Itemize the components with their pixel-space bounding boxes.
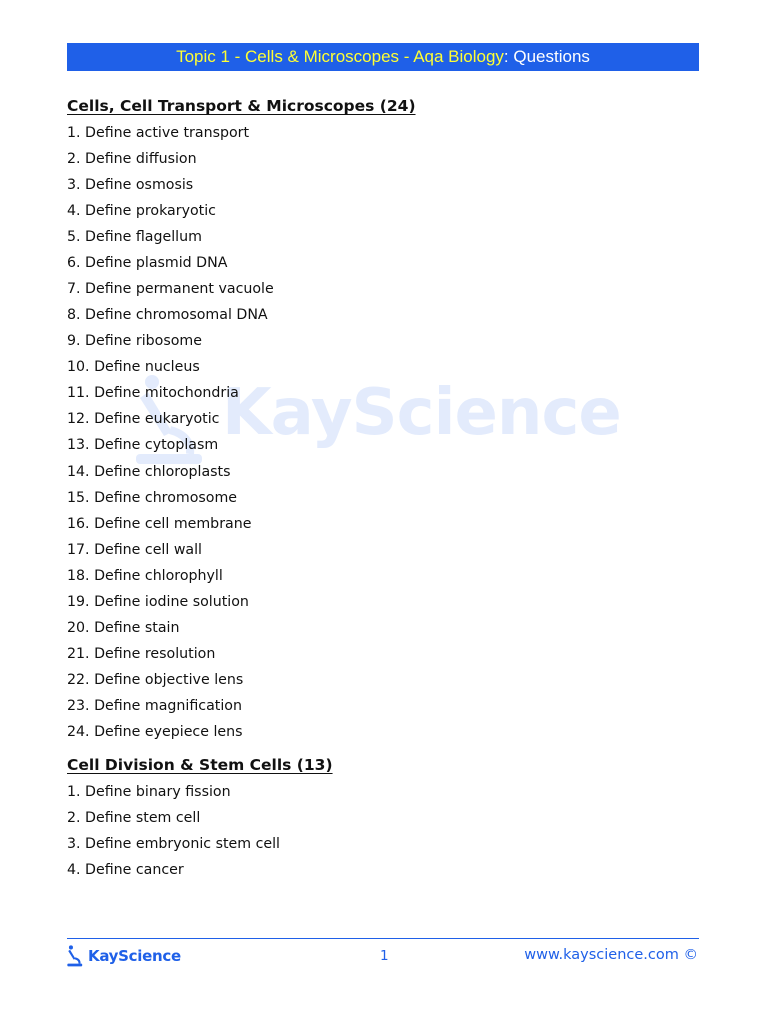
list-item: 24. Define eyepiece lens bbox=[67, 724, 243, 740]
list-item: 1. Define active transport bbox=[67, 125, 250, 141]
page-header-banner bbox=[67, 43, 699, 71]
list-item: 17. Define cell wall bbox=[67, 542, 202, 558]
list-item: 4. Define prokaryotic bbox=[67, 203, 216, 219]
list-item: 2. Define diffusion bbox=[67, 151, 197, 167]
list-item: 7. Define permanent vacuole bbox=[67, 281, 274, 297]
list-item: 23. Define magnification bbox=[67, 698, 242, 714]
list-item: 3. Define embryonic stem cell bbox=[67, 836, 280, 852]
list-item: 22. Define objective lens bbox=[67, 672, 244, 688]
list-item: 10. Define nucleus bbox=[67, 359, 200, 375]
footer-website-link[interactable]: www.kayscience.com © bbox=[524, 947, 698, 963]
list-item: 12. Define eukaryotic bbox=[67, 411, 220, 427]
list-item: 2. Define stem cell bbox=[67, 810, 201, 826]
list-item: 16. Define cell membrane bbox=[67, 516, 252, 532]
list-item: 20. Define stain bbox=[67, 620, 180, 636]
section-title: Cell Division & Stem Cells (13) bbox=[67, 756, 333, 774]
list-item: 5. Define flagellum bbox=[67, 229, 202, 245]
list-item: 14. Define chloroplasts bbox=[67, 464, 231, 480]
list-item: 21. Define resolution bbox=[67, 646, 216, 662]
list-item: 9. Define ribosome bbox=[67, 333, 202, 349]
footer-logo[interactable] bbox=[66, 943, 181, 969]
list-item: 4. Define cancer bbox=[67, 862, 184, 878]
page-number: 1 bbox=[380, 948, 389, 964]
list-item: 13. Define cytoplasm bbox=[67, 437, 219, 453]
list-item: 11. Define mitochondria bbox=[67, 385, 239, 401]
watermark-text: KayScience bbox=[222, 376, 621, 450]
list-item: 3. Define osmosis bbox=[67, 177, 194, 193]
list-item: 19. Define iodine solution bbox=[67, 594, 249, 610]
footer-logo-text: KayScience bbox=[88, 947, 181, 965]
list-item: 6. Define plasmid DNA bbox=[67, 255, 228, 271]
list-item: 8. Define chromosomal DNA bbox=[67, 307, 268, 323]
header-title-questions: : Questions bbox=[503, 47, 590, 66]
list-item: 15. Define chromosome bbox=[67, 490, 238, 506]
microscope-icon bbox=[66, 944, 84, 968]
footer-divider bbox=[67, 938, 699, 939]
list-item: 1. Define binary fission bbox=[67, 784, 231, 800]
list-item: 18. Define chlorophyll bbox=[67, 568, 223, 584]
section-title: Cells, Cell Transport & Microscopes (24) bbox=[67, 97, 416, 115]
header-title-topic: Topic 1 - Cells & Microscopes - Aqa Biology bbox=[176, 47, 504, 66]
